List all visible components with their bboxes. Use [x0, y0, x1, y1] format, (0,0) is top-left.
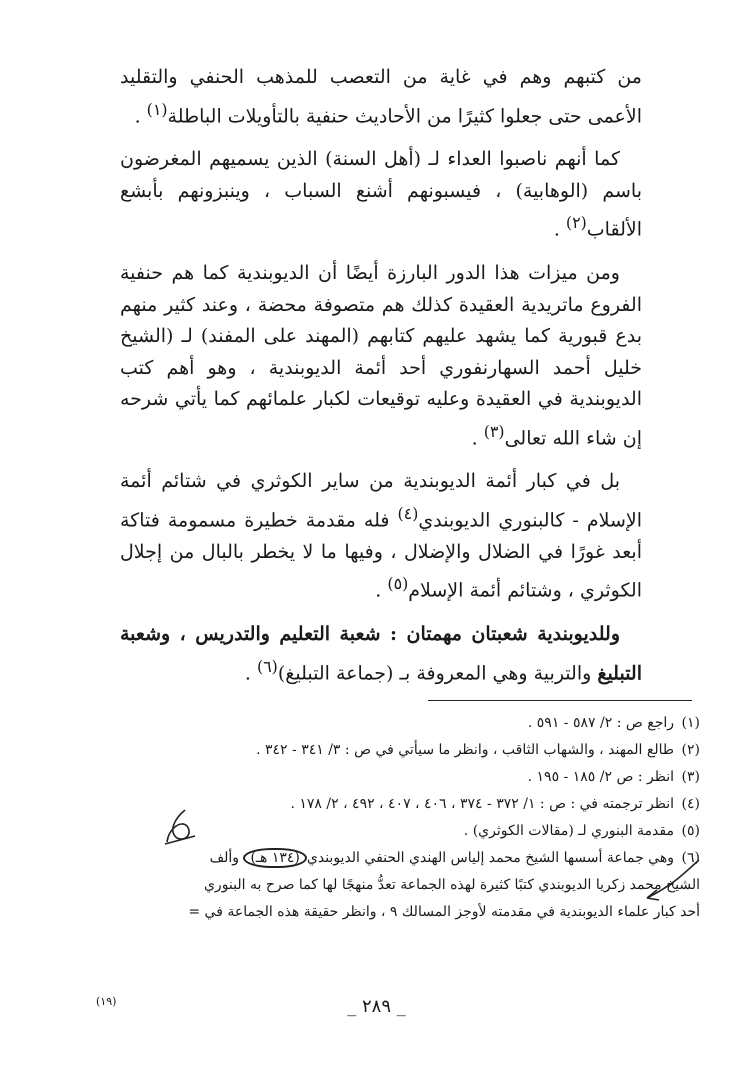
- paragraph-3: ومن ميزات هذا الدور البارزة أيضًا أن الديوبندية كما هم حنفية الفروع ماتريدية العقيدة كذلك هم متصوفة محضة ، وعند كثير منهم بدع قبورية كما يشهد عليهم كتابهم (المهند على المفند) لـ (الشيخ خليل أحمد السهارنفوري أحد أئمة الديوبندية ، وهو أهم كتب الديوبندية في العقيدة وعليه توقيعات لكبار علمائهم كما يأتي شرحه إن شاء الله تعالى$^{(٣)}$ .: [120, 262, 642, 449]
- paragraph-1: من كتبهم وهم في غاية من التعصب للمذهب الحنفي والتقليد الأعمى حتى جعلوا كثيرًا من الأحاديث حنفية بالتأويلات الباطلة$^{(١)}$ .: [120, 66, 642, 127]
- footnote-4: (٤)انظر ترجمته في : ص : ١/ ٣٧٢ - ٣٧٤ ، ٤٠٦ ، ٤٠٧ ، ٤٩٢ ، ٢/ ١٧٨ .: [290, 796, 700, 812]
- paragraph-4: بل في كبار أئمة الديوبندية من ساير الكوثري في شتائم أئمة الإسلام - كالبنوري الديوبندي$^{(٤)}$ فله مقدمة خطيرة مسمومة فتاكة أبعد غورًا في الضلال والإضلال ، وفيها ما لا يخطر بالبال من إجلال الكوثري ، وشتائم أئمة الإسلام$^{(٥)}$ .: [120, 470, 642, 602]
- footnote-ref-6[interactable]: (٦): [256, 656, 278, 676]
- footnote-6: (٦)وهي جماعة أسسها الشيخ محمد إلياس الهندي الحنفي الديوبندي(١٣٤ هـ) وألف: [209, 850, 700, 866]
- main-text: [120, 62, 642, 701]
- section-heading-bold: وللديوبندية شعبتان مهمتان : شعبة التعليم والتدريس ، وشعبة التبليغ: [120, 623, 642, 684]
- footnote-3: (٣)انظر : ص ٢/ ١٨٥ - ١٩٥ .: [527, 769, 700, 785]
- handwritten-mark-icon: [163, 808, 199, 848]
- footnote-5: (٥)مقدمة البنوري لـ (مقالات الكوثري) .: [463, 823, 700, 839]
- handwritten-arrow-icon: [635, 858, 705, 908]
- paragraph-5: وللديوبندية شعبتان مهمتان : شعبة التعليم والتدريس ، وشعبة التبليغ والتربية وهي المعروفة بـ (جماعة التبليغ)$^{(٦)}$ .: [120, 623, 642, 684]
- footnote-ref-3[interactable]: (٣): [483, 421, 505, 441]
- footnote-1: (١)راجع ص : ٢/ ٥٨٧ - ٥٩١ .: [527, 715, 700, 731]
- footnote-2: (٢)طالع المهند ، والشهاب الثاقب ، وانظر ما سيأتي في ص : ٣/ ٣٤١ - ٣٤٢ .: [256, 742, 700, 758]
- page-number: _ ٢٨٩ _: [347, 996, 406, 1017]
- footnote-ref-4[interactable]: (٤): [397, 503, 419, 523]
- footnote-6-line-2: الشيخ محمد زكريا الديوبندي كتبًا كثيرة لهذه الجماعة تعدُّ منهجًا لها كما صرح به البنوري: [203, 877, 700, 893]
- footnote-ref-5[interactable]: (٥): [387, 574, 409, 594]
- paragraph-2: كما أنهم ناصبوا العداء لـ (أهل السنة) الذين يسميهم المغرضون باسم (الوهابية) ، فيسبونهم أشنع السباب ، وينبزونهم بأبشع الألقاب$^{(٢)}$ .: [120, 148, 642, 241]
- footnote-ref-2[interactable]: (٢): [565, 213, 587, 233]
- footnote-ref-1[interactable]: (١): [146, 99, 168, 119]
- circled-date-annotation: (١٣٤ هـ): [243, 848, 306, 868]
- footnote-6-line-3: أحد كبار علماء الديوبندية في مقدمته لأوجز المسالك ٩ ، وانظر حقيقة هذه الجماعة في =: [188, 904, 700, 920]
- footnote-divider: [428, 700, 692, 701]
- corner-mark: (١٩): [96, 995, 117, 1008]
